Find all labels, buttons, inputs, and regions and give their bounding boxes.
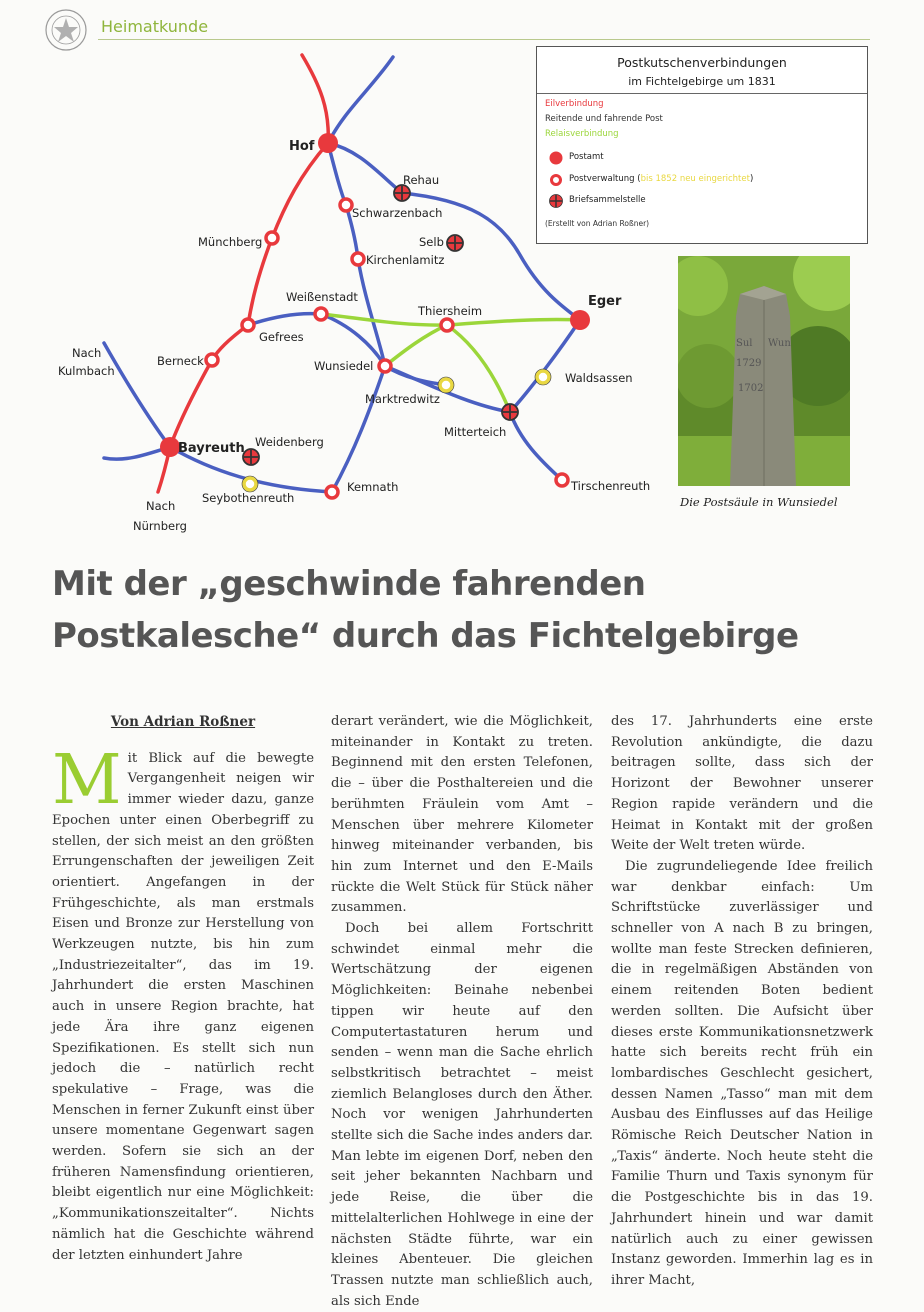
label-wunsiedel: Wunsiedel	[314, 359, 374, 373]
label-nach-kulmbach-2: Kulmbach	[58, 364, 115, 378]
label-kemnath: Kemnath	[347, 480, 399, 494]
route-mitterteich-tirschenreuth	[510, 412, 562, 480]
route-bayreuth-west	[104, 447, 170, 459]
paragraph: des 17. Jahrhunderts eine erste Revolution ankündigte, die dazu beitragen sollte, dass sich der Horizont der Bewohner unserer Region rapide verändern und die Heimat in Kontakt mit der großen Weite der Welt treten würde.	[611, 714, 873, 854]
legend-briefsammelstelle: Briefsammelstelle	[569, 195, 646, 205]
legend-divider	[537, 93, 867, 94]
title-line-2: Postkalesche“ durch das Fichtelgebirge	[52, 616, 799, 656]
route-eger-mitterteich	[510, 320, 580, 412]
briefsammelstellen	[243, 185, 518, 465]
legend-postverwaltung: Postverwaltung (bis 1852 neu eingerichtet)	[569, 174, 754, 184]
postverwaltung-muenchberg	[266, 232, 278, 244]
legend-postamt: Postamt	[569, 152, 604, 162]
column-1	[52, 712, 314, 1266]
postamt-bayreuth	[160, 437, 180, 457]
route-wunsiedel-kemnath	[332, 366, 385, 492]
postamt-icon	[549, 151, 563, 165]
title-line-1: Mit der „geschwinde fahrenden	[52, 564, 646, 604]
postsaeule-photo	[678, 256, 850, 486]
postverwaltung-berneck	[206, 354, 218, 366]
legend-eilverbindung: Eilverbindung	[545, 99, 604, 109]
label-rehau: Rehau	[403, 173, 440, 187]
postverwaltung-waldsassen	[537, 371, 549, 383]
section-title: Heimatkunde	[101, 17, 209, 36]
route-thiersheim-mitterteich	[447, 325, 510, 412]
label-marktredwitz: Marktredwitz	[365, 392, 440, 406]
paragraph: derart verändert, wie die Möglichkeit, miteinander in Kontakt zu treten. Beginnend mit den ersten Telefonen, die – über die Posthaltereien und die berühmten Fräulein vom Amt – Menschen über mehrere Kilometer hinweg miteinander verbanden, bis hin zum Internet und den E-Mails rückte die Welt Stück für Stück näher zusammen.	[331, 714, 593, 916]
postamt-hof	[318, 133, 338, 153]
label-gefrees: Gefrees	[259, 330, 304, 344]
photo-caption: Die Postsäule in Wunsiedel	[680, 495, 838, 509]
label-nach-nuernberg-1: Nach	[146, 499, 176, 513]
route-gefrees-weissenstadt	[248, 314, 321, 325]
label-tirschenreuth: Tirschenreuth	[571, 479, 651, 493]
postverwaltung-icon	[549, 173, 563, 187]
route-berneck-bayreuth	[170, 360, 212, 447]
label-berneck: Berneck	[157, 354, 204, 368]
postverwaltung-wunsiedel	[379, 360, 391, 372]
briefsammelstelle-icon	[549, 194, 563, 208]
legend-subtitle: im Fichtelgebirge um 1831	[628, 75, 776, 88]
label-bayreuth: Bayreuth	[178, 441, 245, 456]
label-mitterteich: Mitterteich	[444, 425, 507, 439]
legend-relaisverbindung: Relaisverbindung	[545, 129, 619, 139]
map-legend	[536, 46, 868, 244]
header-rule	[98, 39, 870, 40]
postverwaltung-marktredwitz	[440, 379, 452, 391]
route-hof-north	[302, 55, 328, 143]
postverwaltung-schwarzenbach	[340, 199, 352, 211]
label-muenchberg: Münchberg	[198, 235, 263, 249]
postamt-eger	[570, 310, 590, 330]
legend-reitende-post: Reitende und fahrende Post	[545, 114, 663, 124]
label-thiersheim: Thiersheim	[418, 304, 483, 318]
label-weidenberg: Weidenberg	[255, 435, 324, 449]
paragraph-intro: Mit Blick auf die bewegte Vergangenheit neigen wir immer wieder dazu, ganze Epochen unter einen Oberbegriff zu stellen, der sich meist an den größten Errungenschaften der jeweiligen Zeit orientiert. Angefangen in der Frühgeschichte, als man erstmals Eisen und Bronze zur Herstellung von Werkzeugen nutzte, bis hin zum „Industriezeitalter“, das im 19. Jahrhundert die ersten Maschinen auch in unsere Region brachte, hat jede Ära ihre ganz eigenen Spezifikationen. Es stellt sich nun jedoch die – natürlich recht spekulative – Frage, was die Menschen in ferner Zukunft einst über unsere momentane Gegenwart sagen werden. Sofern sie sich an der früheren Namensfindung orientieren, bleibt eigentlich nur eine Möglichkeit: „Kommunikationszeitalter“. Nichts nämlich hat die Geschichte während der letzten einhundert Jahre	[52, 740, 314, 1263]
svg-text:1729: 1729	[736, 358, 762, 369]
paragraph: Doch bei allem Fortschritt schwindet einmal mehr die Wertschätzung der eigenen Möglichkeiten: Beinahe nebenbei tippen wir heute auf den Computertastaturen herum und senden – wenn man die Sache ehrlich selbstkritisch betrachtet – meist ziemlich Belangloses durch den Äther. Noch vor wenigen Jahrhunderten stellte sich die Sache indes anders dar. Man lebte im eigenen Dorf, neben den seit jeher bekannten Nachbarn und jede Reise, die über die mittelalterlichen Hohlwege in eine der nächsten Städte führte, war ein kleines Abenteuer. Die gleichen Trassen nutzte man schließlich auch, als sich Ende	[331, 921, 593, 1309]
postverwaltung-tirschenreuth	[556, 474, 568, 486]
svg-text:1702: 1702	[738, 383, 764, 394]
label-seybothenreuth: Seybothenreuth	[202, 491, 295, 505]
column-3	[611, 712, 873, 1292]
route-muenchberg-gefrees	[248, 238, 272, 325]
column-2	[331, 712, 593, 1312]
label-selb: Selb	[419, 235, 444, 249]
label-nach-kulmbach-1: Nach	[72, 346, 102, 360]
route-hof-muenchberg	[272, 143, 328, 238]
route-wunsiedel-thiersheim	[385, 325, 447, 366]
svg-text:Sul: Sul	[736, 338, 753, 349]
postverwaltung-gefrees	[242, 319, 254, 331]
label-eger: Eger	[588, 294, 622, 309]
drop-cap: M	[52, 740, 122, 820]
route-thiersheim-eger	[447, 319, 580, 325]
postverwaltung-kirchenlamitz	[352, 253, 364, 265]
label-waldsassen: Waldsassen	[565, 371, 633, 385]
postverwaltung-thiersheim	[441, 319, 453, 331]
label-schwarzenbach: Schwarzenbach	[352, 206, 443, 220]
paragraph: Die zugrundeliegende Idee freilich war denkbar einfach: Um Schriftstücke zuverlässiger und schneller von A nach B zu bringen, wollte man feste Strecken definieren, die in regelmäßigen Abständen von einem reitenden Boten bedient werden sollten. Die Aufsicht über dieses erste Kommunikationsnetzwerk hatte sich bereits recht früh ein lombardisches Geschlecht gesichert, dessen Namen „Tasso“ man mit dem Ausbau des Einflusses auf das Heilige Römische Reich Deutscher Nation in „Taxis“ änderte. Noch heute steht die Familie Thurn und Taxis synonym für die Postgeschichte bis in das 19. Jahrhundert hinein und war damit natürlich auch zu einer gewissen Instanz geworden. Immerhin lag es in ihrer Macht,	[611, 858, 873, 1288]
label-kirchenlamitz: Kirchenlamitz	[366, 253, 445, 267]
article-title	[52, 558, 799, 662]
byline: Von Adrian Roßner	[110, 714, 256, 730]
page-header	[44, 8, 870, 38]
legend-credit: (Erstellt von Adrian Roßner)	[545, 219, 650, 228]
svg-text:Wun: Wun	[768, 338, 791, 349]
postverwaltung-seybothenreuth	[244, 478, 256, 490]
legend-title: Postkutschenverbindungen	[617, 55, 787, 70]
postverwaltung-weissenstadt	[315, 308, 327, 320]
label-nach-nuernberg-2: Nürnberg	[133, 519, 187, 533]
postverwaltung-kemnath	[326, 486, 338, 498]
label-weissenstadt: Weißenstadt	[286, 290, 358, 304]
route-hof-northeast	[328, 57, 393, 143]
label-hof: Hof	[289, 139, 315, 154]
